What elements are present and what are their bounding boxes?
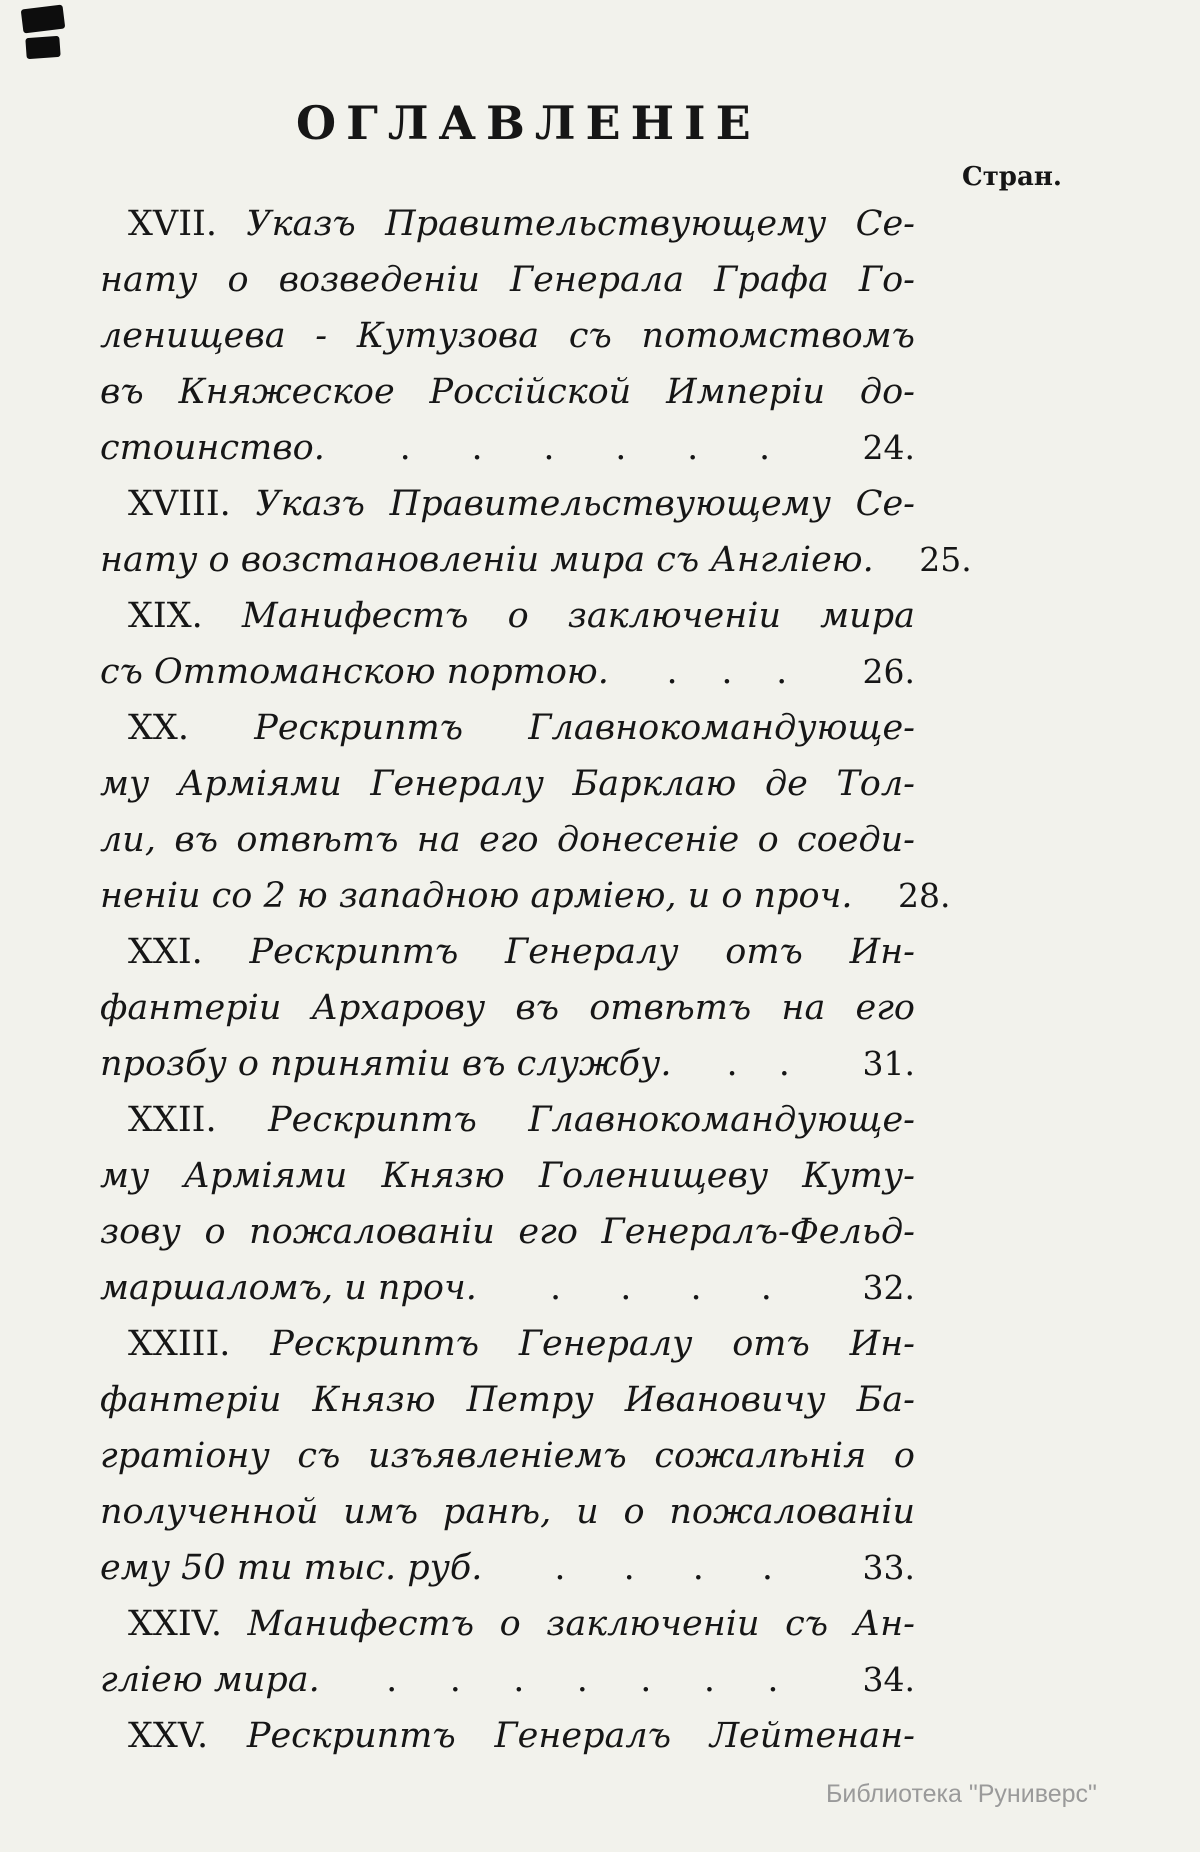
page-number: 32. <box>862 1268 915 1307</box>
toc-line <box>100 1092 915 1148</box>
entry-text: стоинство. <box>100 428 325 468</box>
scan-artifact <box>21 5 66 34</box>
toc-line <box>100 1148 915 1204</box>
entry-text: фантеріи Князю Петру Ивановичу Ба- <box>100 1380 915 1420</box>
toc-line <box>100 1428 915 1484</box>
page-number: 31. <box>862 1044 915 1083</box>
entry-text: Рескриптъ Генералъ Лейтенан- <box>246 1716 915 1756</box>
entry-text: неніи со 2 ю западною арміею, и о проч. <box>100 876 853 916</box>
toc-line <box>100 364 915 420</box>
toc-line <box>100 812 915 868</box>
page-title: ОГЛАВЛЕНІЕ <box>296 96 761 150</box>
entry-text: зову о пожалованіи его Генералъ-Фельд- <box>100 1212 915 1252</box>
toc-line <box>100 476 915 532</box>
dot-leader: . . . . <box>554 1548 773 1588</box>
toc-line <box>100 1372 915 1428</box>
toc-line <box>100 1540 915 1596</box>
dot-leader: . . . . . . <box>399 428 771 468</box>
entry-text: нату о возведеніи Генерала Графа Го- <box>100 260 915 300</box>
page-number: 26. <box>862 652 915 691</box>
entry-text: гліею мира. <box>100 1660 320 1700</box>
toc-line <box>100 756 915 812</box>
toc-line <box>100 980 915 1036</box>
toc-line <box>100 644 915 700</box>
entry-text: му Арміями Генералу Барклаю де Тол- <box>100 764 915 804</box>
entry-text: Рескриптъ Главнокомандующе- <box>268 1100 915 1140</box>
toc-line <box>100 196 915 252</box>
entry-text: полученной имъ ранѣ, и о пожалованіи <box>100 1492 915 1532</box>
toc-line <box>100 1596 915 1652</box>
toc-line <box>100 420 915 476</box>
page-number: 24. <box>862 428 915 467</box>
toc-line <box>100 252 915 308</box>
entry-text: Указъ Правительствующему Се- <box>246 204 915 244</box>
toc-line <box>100 1260 915 1316</box>
entry-number: XXV. <box>128 1716 247 1756</box>
entry-text: му Арміями Князю Голенищеву Куту- <box>100 1156 915 1196</box>
entry-number: XIX. <box>128 596 242 636</box>
page-column-label: Стран. <box>962 162 1062 192</box>
entry-text: прозбу о принятіи въ службу. <box>100 1044 672 1084</box>
entry-text: нату о возстановленіи мира съ Англіею. <box>100 540 874 580</box>
page-number: 34. <box>862 1660 915 1699</box>
toc-line <box>100 924 915 980</box>
entry-text: маршаломъ, и проч. <box>100 1268 477 1308</box>
entry-text: ему 50 ти тыс. руб. <box>100 1548 483 1588</box>
entry-text: ли, въ отвѣтъ на его донесеніе о соеди- <box>100 820 915 860</box>
entry-number: XXIV. <box>128 1604 248 1644</box>
page-number: 25. <box>919 540 972 579</box>
entry-text: Рескриптъ Генералу отъ Ин- <box>249 932 915 972</box>
toc-line <box>100 1484 915 1540</box>
dot-leader: . . . <box>666 652 788 692</box>
entry-text: Манифестъ о заключеніи мира <box>241 596 915 636</box>
toc-line <box>100 700 915 756</box>
toc-line <box>100 588 915 644</box>
entry-text: ленищева - Кутузова съ потомствомъ <box>100 316 915 356</box>
entry-text: съ Оттоманскою портою. <box>100 652 609 692</box>
page-number: 28. <box>897 876 951 915</box>
toc-line <box>100 868 951 924</box>
toc-line <box>100 532 972 588</box>
entry-text: въ Княжеское Россійской Имперіи до- <box>100 372 915 412</box>
entry-text: Манифестъ о заключеніи съ Ан- <box>247 1604 915 1644</box>
library-watermark: Библиотека "Руниверс" <box>826 1780 1097 1808</box>
entry-text: Рескриптъ Генералу отъ Ин- <box>270 1324 916 1364</box>
toc-entries <box>100 196 972 1764</box>
entry-number: XVIII. <box>128 484 256 524</box>
toc-line <box>100 1036 915 1092</box>
entry-text: гратіону съ изъявленіемъ сожалѣнія о <box>100 1436 915 1476</box>
toc-line <box>100 1708 915 1764</box>
entry-number: XXIII. <box>128 1324 271 1364</box>
entry-number: XX. <box>128 708 255 748</box>
toc-line <box>100 1652 915 1708</box>
entry-number: XXII. <box>128 1100 269 1140</box>
entry-number: XVII. <box>128 204 247 244</box>
dot-leader: . . . . . . . <box>386 1660 779 1700</box>
toc-line <box>100 308 915 364</box>
entry-text: Указъ Правительствующему Се- <box>255 484 915 524</box>
scan-artifact <box>25 36 60 59</box>
page-number: 33. <box>862 1548 915 1587</box>
toc-line <box>100 1316 915 1372</box>
toc-line <box>100 1204 915 1260</box>
entry-text: фантеріи Архарову въ отвѣтъ на его <box>100 988 915 1028</box>
entry-number: XXI. <box>128 932 250 972</box>
dot-leader: . . <box>726 1044 790 1084</box>
dot-leader: . . . . <box>549 1268 772 1308</box>
entry-text: Рескриптъ Главнокомандующе- <box>254 708 915 748</box>
